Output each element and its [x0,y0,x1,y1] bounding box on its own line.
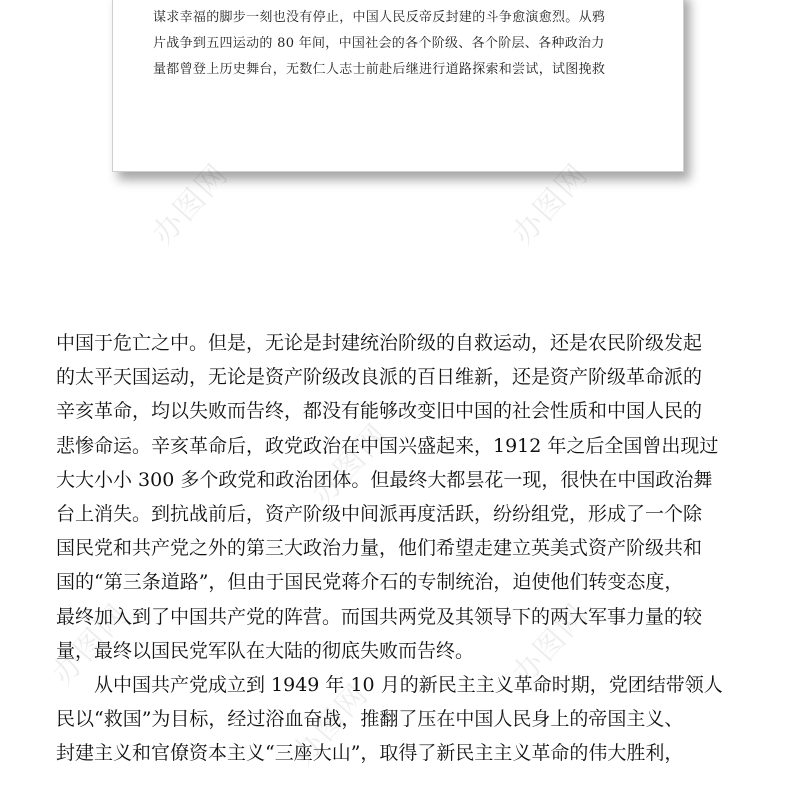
body-line: 悲惨命运。辛亥革命后，政党政治在中国兴盛起来，1912 年之后全国曾出现过 [56,434,719,457]
body-line: 大大小小 300 多个政党和政治团体。但最终大都昙花一现，很快在中国政治舞 [56,468,713,491]
watermark: 办图网 [505,596,596,692]
card-line: 谋求幸福的脚步一刻也没有停止，中国人民反帝反封建的斗争愈演愈烈。从鸦 [153,10,606,25]
body-line: 中国于危亡之中。但是，无论是封建统治阶级的自救运动，还是农民阶级发起 [56,332,703,354]
body-line: 量，最终以国民党军队在大陆的彻底失败而告终。 [56,639,475,662]
card-line: 片战争到五四运动的 80 年间，中国社会的各个阶级、各个阶层、各种政治力 [153,36,605,51]
body-line: 民以“救国”为目标，经过浴血奋战，推翻了压在中国人民身上的帝国主义、 [56,708,684,731]
body-line: 封建主义和官僚资本主义“三座大山”，取得了新民主主义革命的伟大胜利， [56,742,684,765]
watermark: 办图网 [305,416,396,512]
body-line: 的太平天国运动，无论是资产阶级改良派的百日维新，还是资产阶级革命派的 [56,366,703,389]
watermark: 办图网 [45,596,136,692]
body-line: 辛亥革命，均以失败而告终，都没有能够改变旧中国的社会性质和中国人民的 [56,400,703,423]
watermark: 办图网 [145,156,236,252]
body-line: 最终加入到了中国共产党的阵营。而国共两党及其领导下的两大军事力量的较 [56,605,703,628]
page-card [112,0,684,172]
body-line: 从中国共产党成立到 1949 年 10 月的新民主主义革命时期，党团结带领人 [94,673,723,696]
body-text [56,326,746,770]
body-line: 台上消失。到抗战前后，资产阶级中间派再度活跃，纷纷组党，形成了一个除 [56,502,703,525]
body-line: 国的“第三条道路”，但由于国民党蒋介石的专制统治，迫使他们转变态度， [56,571,684,594]
watermark: 办图网 [285,676,376,772]
card-text [153,5,658,83]
card-line: 量都曾登上历史舞台，无数仁人志士前赴后继进行道路探索和尝试，试图挽救 [153,62,606,77]
body-line: 国民党和共产党之外的第三大政治力量，他们希望走建立英美式资产阶级共和 [56,537,703,560]
watermark: 办图网 [505,156,596,252]
